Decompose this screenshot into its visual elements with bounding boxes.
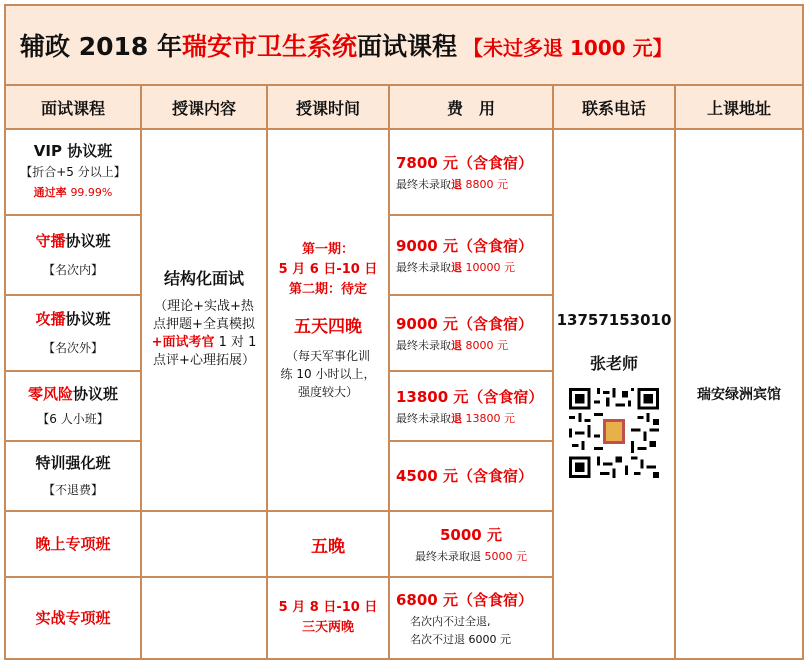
pass-rate-label: 通过率 xyxy=(33,186,67,199)
title-highlight: 瑞安市卫生系统 xyxy=(182,32,358,61)
content-line3-black: 1 对 1 xyxy=(214,335,257,350)
course-vip xyxy=(5,129,141,215)
time-note-2: 练 10 小时以上， xyxy=(280,366,376,381)
pass-rate-value: 99.99% xyxy=(70,186,113,199)
course-name-red: 攻播 xyxy=(35,310,66,328)
qr-code-icon xyxy=(569,388,659,478)
phone-number: 13757153010 xyxy=(556,310,672,329)
fee-evening xyxy=(389,511,553,577)
fee-note-prefix: 最终未录取 xyxy=(396,261,451,274)
course-sub: 【6 人小班】 xyxy=(37,412,109,426)
fee-price: 13800 元（含食宿） xyxy=(396,388,544,406)
course-name-red: 晚上专项班 xyxy=(35,535,111,553)
content-line3-red: +面试考官 xyxy=(151,335,215,350)
course-name-red: 零风险 xyxy=(27,385,73,403)
fee-vip xyxy=(389,129,553,215)
header-row xyxy=(5,85,803,129)
page-title xyxy=(5,5,803,85)
address-cell: 瑞安绿洲宾馆 xyxy=(675,129,803,659)
time-evening: 五晚 xyxy=(311,536,345,557)
course-content xyxy=(141,129,267,511)
course-name: 特训强化班 xyxy=(35,454,111,472)
course-gongbo xyxy=(5,295,141,371)
course-name xyxy=(6,383,140,405)
course-sub: 【不退费】 xyxy=(42,483,103,497)
header-fee: 费 用 xyxy=(389,85,553,129)
fee-price: 7800 元（含食宿） xyxy=(396,154,533,172)
pass-rate xyxy=(6,182,140,204)
course-evening xyxy=(5,511,141,577)
time-phase2: 第二期：待定 xyxy=(288,281,367,297)
fee-note-refund: 退 xyxy=(451,261,462,274)
fee-note-prefix: 最终未录取退 xyxy=(415,550,481,563)
fee-price: 9000 元（含食宿） xyxy=(396,315,533,333)
time-block-1 xyxy=(267,129,389,511)
course-intensive xyxy=(5,441,141,511)
fee-price: 9000 元（含食宿） xyxy=(396,237,533,255)
fee-zero-risk xyxy=(389,371,553,441)
course-practical xyxy=(5,577,141,659)
course-name-red: 实战专项班 xyxy=(35,609,111,627)
table-row xyxy=(5,129,803,215)
fee-price: 5000 元 xyxy=(440,526,502,544)
time-duration: 五天四晚 xyxy=(294,316,362,337)
course-table xyxy=(4,4,804,660)
header-course: 面试课程 xyxy=(5,85,141,129)
course-name-black: 协议班 xyxy=(65,232,111,250)
fee-note xyxy=(390,548,552,566)
fee-note-prefix: 最终未录取 xyxy=(396,339,451,352)
fee-note-prefix: 最终未录取 xyxy=(396,178,451,191)
fee-practical xyxy=(389,577,553,659)
content-evening xyxy=(141,511,267,577)
fee-note xyxy=(396,176,552,194)
fee-price: 6800 元（含食宿） xyxy=(396,591,533,609)
fee-note-refund: 退 xyxy=(451,339,462,352)
fee-note-amount: 8800 元 xyxy=(462,178,508,191)
course-sub: 【名次外】 xyxy=(42,341,103,355)
course-name xyxy=(6,308,140,330)
course-name xyxy=(6,230,140,252)
time-note-1: （每天军事化训 xyxy=(285,348,370,363)
course-name: VIP 协议班 xyxy=(33,142,113,160)
course-zero-risk xyxy=(5,371,141,441)
content-line4: 点评+心理拓展） xyxy=(153,353,255,368)
time-practical-duration: 三天两晚 xyxy=(301,620,354,635)
course-table-frame xyxy=(4,4,802,656)
content-line3 xyxy=(142,334,266,352)
fee-note xyxy=(396,259,552,277)
fee-note-line1: 名次内不过全退, xyxy=(410,615,491,628)
course-name-black: 协议班 xyxy=(73,385,119,403)
course-sub: 【折合+5 分以上】 xyxy=(20,165,126,179)
header-address: 上课地址 xyxy=(675,85,803,129)
fee-note-prefix: 最终未录取 xyxy=(396,412,451,425)
fee-note-amount: 8000 元 xyxy=(462,339,508,352)
fee-note-amount: 10000 元 xyxy=(462,261,515,274)
course-name-red: 守播 xyxy=(35,232,66,250)
fee-note-refund: 退 xyxy=(451,178,462,191)
fee-shoubo xyxy=(389,215,553,295)
fee-note-amount: 5000 元 xyxy=(481,550,527,563)
fee-note-refund: 退 xyxy=(451,412,462,425)
title-bracket: 【未过多退 1000 元】 xyxy=(463,36,673,60)
course-sub: 【名次内】 xyxy=(42,263,103,277)
time-block-2 xyxy=(267,511,389,577)
content-practical xyxy=(141,577,267,659)
time-phase1-date: 5 月 6 日-10 日 xyxy=(278,261,378,277)
time-note-3: 强度较大） xyxy=(297,384,358,399)
course-shoubo xyxy=(5,215,141,295)
title-suffix: 面试课程 xyxy=(357,32,458,61)
time-phase1: 第一期： xyxy=(301,241,354,257)
fee-note xyxy=(396,337,552,355)
content-title: 结构化面试 xyxy=(163,269,244,288)
content-line2: 点押题+全真模拟 xyxy=(153,317,255,332)
teacher-name: 张老师 xyxy=(589,353,638,373)
header-time: 授课时间 xyxy=(267,85,389,129)
time-practical-date: 5 月 8 日-10 日 xyxy=(278,600,378,615)
fee-note xyxy=(396,410,552,428)
title-prefix: 辅政 2018 年 xyxy=(20,32,182,61)
content-line1: （理论+实战+热 xyxy=(154,299,254,314)
fee-gongbo xyxy=(389,295,553,371)
contact-cell xyxy=(553,129,675,659)
header-phone: 联系电话 xyxy=(553,85,675,129)
fee-note-line2: 名次不过退 6000 元 xyxy=(410,633,511,646)
fee-note-amount: 13800 元 xyxy=(462,412,515,425)
fee-price: 4500 元（含食宿） xyxy=(396,467,533,485)
time-block-3 xyxy=(267,577,389,659)
course-name-black: 协议班 xyxy=(65,310,111,328)
fee-intensive xyxy=(389,441,553,511)
header-content: 授课内容 xyxy=(141,85,267,129)
